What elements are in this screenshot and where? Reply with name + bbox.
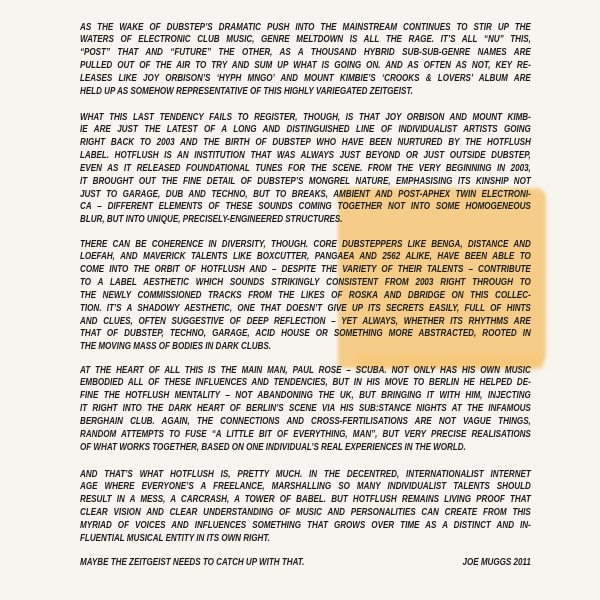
text-line: RESULT IN A MESS, A CARCRASH, A TOWER OF BABEL. BUT HOTFLUSH REMAINS LIVING PROOF THAT — [80, 494, 531, 506]
text-line: CLEAR VISION AND CLEAR UNDERSTANDING OF MUSIC AND PERSONALITIES CAN CREATE FROM THIS — [80, 507, 531, 519]
text-line: JUST TO GARAGE, DUB AND TECHNO, BUT TO BREAKS, AMBIENT AND POST-APHEX TWIN ELECTRONI- — [80, 188, 531, 200]
text-line: BERGHAIN CLUB. AGAIN, THE CONNECTIONS AND CROSS-FERTILISATIONS ARE NOT VAGUE THINGS, — [80, 415, 531, 427]
text-line: TION. IT’S A SHADOWY AESTHETIC, ONE THAT DOESN’T GIVE UP ITS SECRETS EASILY, FULL OF HINTS — [80, 302, 531, 314]
footer — [80, 556, 531, 569]
text-line: LABEL. HOTFLUSH IS AN INSTITUTION THAT WAS ALWAYS JUST BEYOND OR JUST OUTSIDE DUBSTEP, — [80, 150, 531, 162]
author-signature: JOE MUGGS 2011 — [462, 557, 531, 568]
text-line: BLUR, BUT INTO UNIQUE, PRECISELY-ENGINEERED STRUCTURES. — [80, 214, 343, 226]
text-line: PULLED OUT OF THE AIR TO TRY AND SUM UP WHAT IS GOING ON. AND AS OFTEN AS NOT, KEY RE- — [80, 60, 531, 72]
text-line: CA – DIFFERENT ELEMENTS OF THESE SOUNDS COMING TOGETHER NOT INTO SOME HOMOGENEOUS — [80, 201, 531, 213]
text-line: AND THAT’S WHAT HOTFLUSH IS, PRETTY MUCH. IN THE DECENTRED, INTERNATIONALIST INTERNET — [80, 468, 531, 480]
text-line: WHAT THIS LAST TENDENCY FAILS TO REGISTER, THOUGH, IS THAT JOY ORBISON AND MOUNT KIMB- — [80, 111, 531, 123]
text-line: IE ARE JUST THE LATEST OF A LONG AND DISTINGUISHED LINE OF INDIVIDUALIST ARTISTS GOING — [80, 124, 531, 136]
text-line: RIGHT BACK TO 2003 AND THE BIRTH OF DUBSTEP WHO HAVE BEEN NURTURED BY THE HOTFLUSH — [80, 137, 531, 149]
text-line: OF WHAT WORKS TOGETHER, BASED ON ONE INDIVIDUAL’S REAL EXPERIENCES IN THE WORLD. — [80, 441, 466, 453]
text-line: WATERS OF ELECTRONIC CLUB MUSIC, GENRE MELTDOWN IS ALL THE RAGE. IT’S ALL “NU” THIS, — [80, 34, 531, 46]
text-line: COME INTO THE ORBIT OF HOTFLUSH AND – DESPITE THE VARIETY OF THEIR TALENTS – CONTRIBUTE — [80, 264, 531, 276]
text-line: TO A LABEL AESTHETIC WHICH SOUNDS STRIKINGLY CONSISTENT FROM 2003 RIGHT THROUGH TO — [80, 277, 531, 289]
text-line: THERE CAN BE COHERENCE IN DIVERSITY, THOUGH. CORE DUBSTEPPERS LIKE BENGA, DISTANCE AND — [80, 238, 531, 250]
text-line: RANDOM ATTEMPTS TO FUSE “A LITTLE BIT OF EVERYTHING, MAN”, BUT VERY PRECISE REALISATIONS — [80, 428, 531, 440]
text-line: AND CLUES, OFTEN SUGGESTIVE OF DEEP REFLECTION – YET ALWAYS, WHETHER ITS RHYTHMS ARE — [80, 315, 531, 327]
text-line: EVEN AS IT RELEASED FOUNDATIONAL TUNES FOR THE SCENE. FROM THE VERY BEGINNING IN 2003, — [80, 162, 531, 174]
paragraph-2 — [80, 112, 531, 228]
text-line: AGE WHERE EVERYONE’S A FREELANCE, MARSHALLING SO MANY INDIVIDUALIST TALENTS SHOULD — [80, 481, 531, 493]
closing-line: MAYBE THE ZEITGEIST NEEDS TO CATCH UP WITH THAT. — [80, 557, 305, 568]
paragraph-3 — [80, 239, 531, 355]
text-line: THE MOVING MASS OF BODIES IN DARK CLUBS. — [80, 341, 271, 353]
text-line: THAT OF DUBSTEP, TECHNO, GARAGE, ACID HOUSE OR SOMETHING MORE ABSTRACTED, ROOTED IN — [80, 328, 531, 340]
text-line: EMBODIED ALL OF THESE INFLUENCES AND TENDENCIES, BUT IN HIS MOVE TO BERLIN HE HELPED DE- — [80, 377, 531, 389]
text-line: FLUENTIAL MUSICAL ENTITY IN ITS OWN RIGHT. — [80, 532, 270, 544]
text-line: AT THE HEART OF ALL THIS IS THE MAIN MAN, PAUL ROSE – SCUBA. NOT ONLY HAS HIS OWN MUSIC — [80, 364, 531, 376]
text-line: IT BROUGHT OUT THE FINE DETAIL OF DUBSTEP’S MONGREL NATURE, EMPHASISING ITS KINSHIP NOT — [80, 175, 531, 187]
text-line: LOEFAH, AND MAVERICK TALENTS LIKE BOXCUTTER, PANGAEA AND 2562 ALIKE, HAVE BEEN ABLE TO — [80, 251, 531, 263]
text-line: “POST” THAT AND “FUTURE” THE OTHER, AS A THOUSAND HYBRID SUB-SUB-GENRE NAMES ARE — [80, 47, 531, 59]
paragraph-5 — [80, 469, 531, 546]
text-line: HELD UP AS SOMEHOW REPRESENTATIVE OF THIS HIGHLY VARIEGATED ZEITGEIST. — [80, 85, 413, 97]
text-line: FINE THE HOTFLUSH MENTALITY – NOT ABANDONING THE UK, BUT BRINGING IT WITH HIM, INJECTING — [80, 390, 531, 402]
text-line: MYRIAD OF VOICES AND INFLUENCES SOMETHING THAT GROWS OVER TIME AS A DISTINCT AND IN- — [80, 519, 531, 531]
text-line: IT RIGHT INTO THE DARK HEART OF BERLIN’S SCENE VIA HIS SUB:STANCE NIGHTS AT THE INFAMOUS — [80, 403, 531, 415]
paragraph-4 — [80, 365, 531, 455]
text-line: LEASES LIKE JOY ORBISON’S ‘HYPH MNGO’ AND MOUNT KIMBIE’S ‘CROOKS & LOVERS’ ALBUM ARE — [80, 72, 531, 84]
text-line: AS THE WAKE OF DUBSTEP’S DRAMATIC PUSH INTO THE MAINSTREAM CONTINUES TO STIR UP THE — [80, 21, 531, 33]
paragraph-1 — [80, 22, 531, 99]
text-line: THE NEWLY COMMISSIONED TRACKS FROM THE LIKES OF ROSKA AND DBRIDGE ON THIS COLLEC- — [80, 289, 531, 301]
